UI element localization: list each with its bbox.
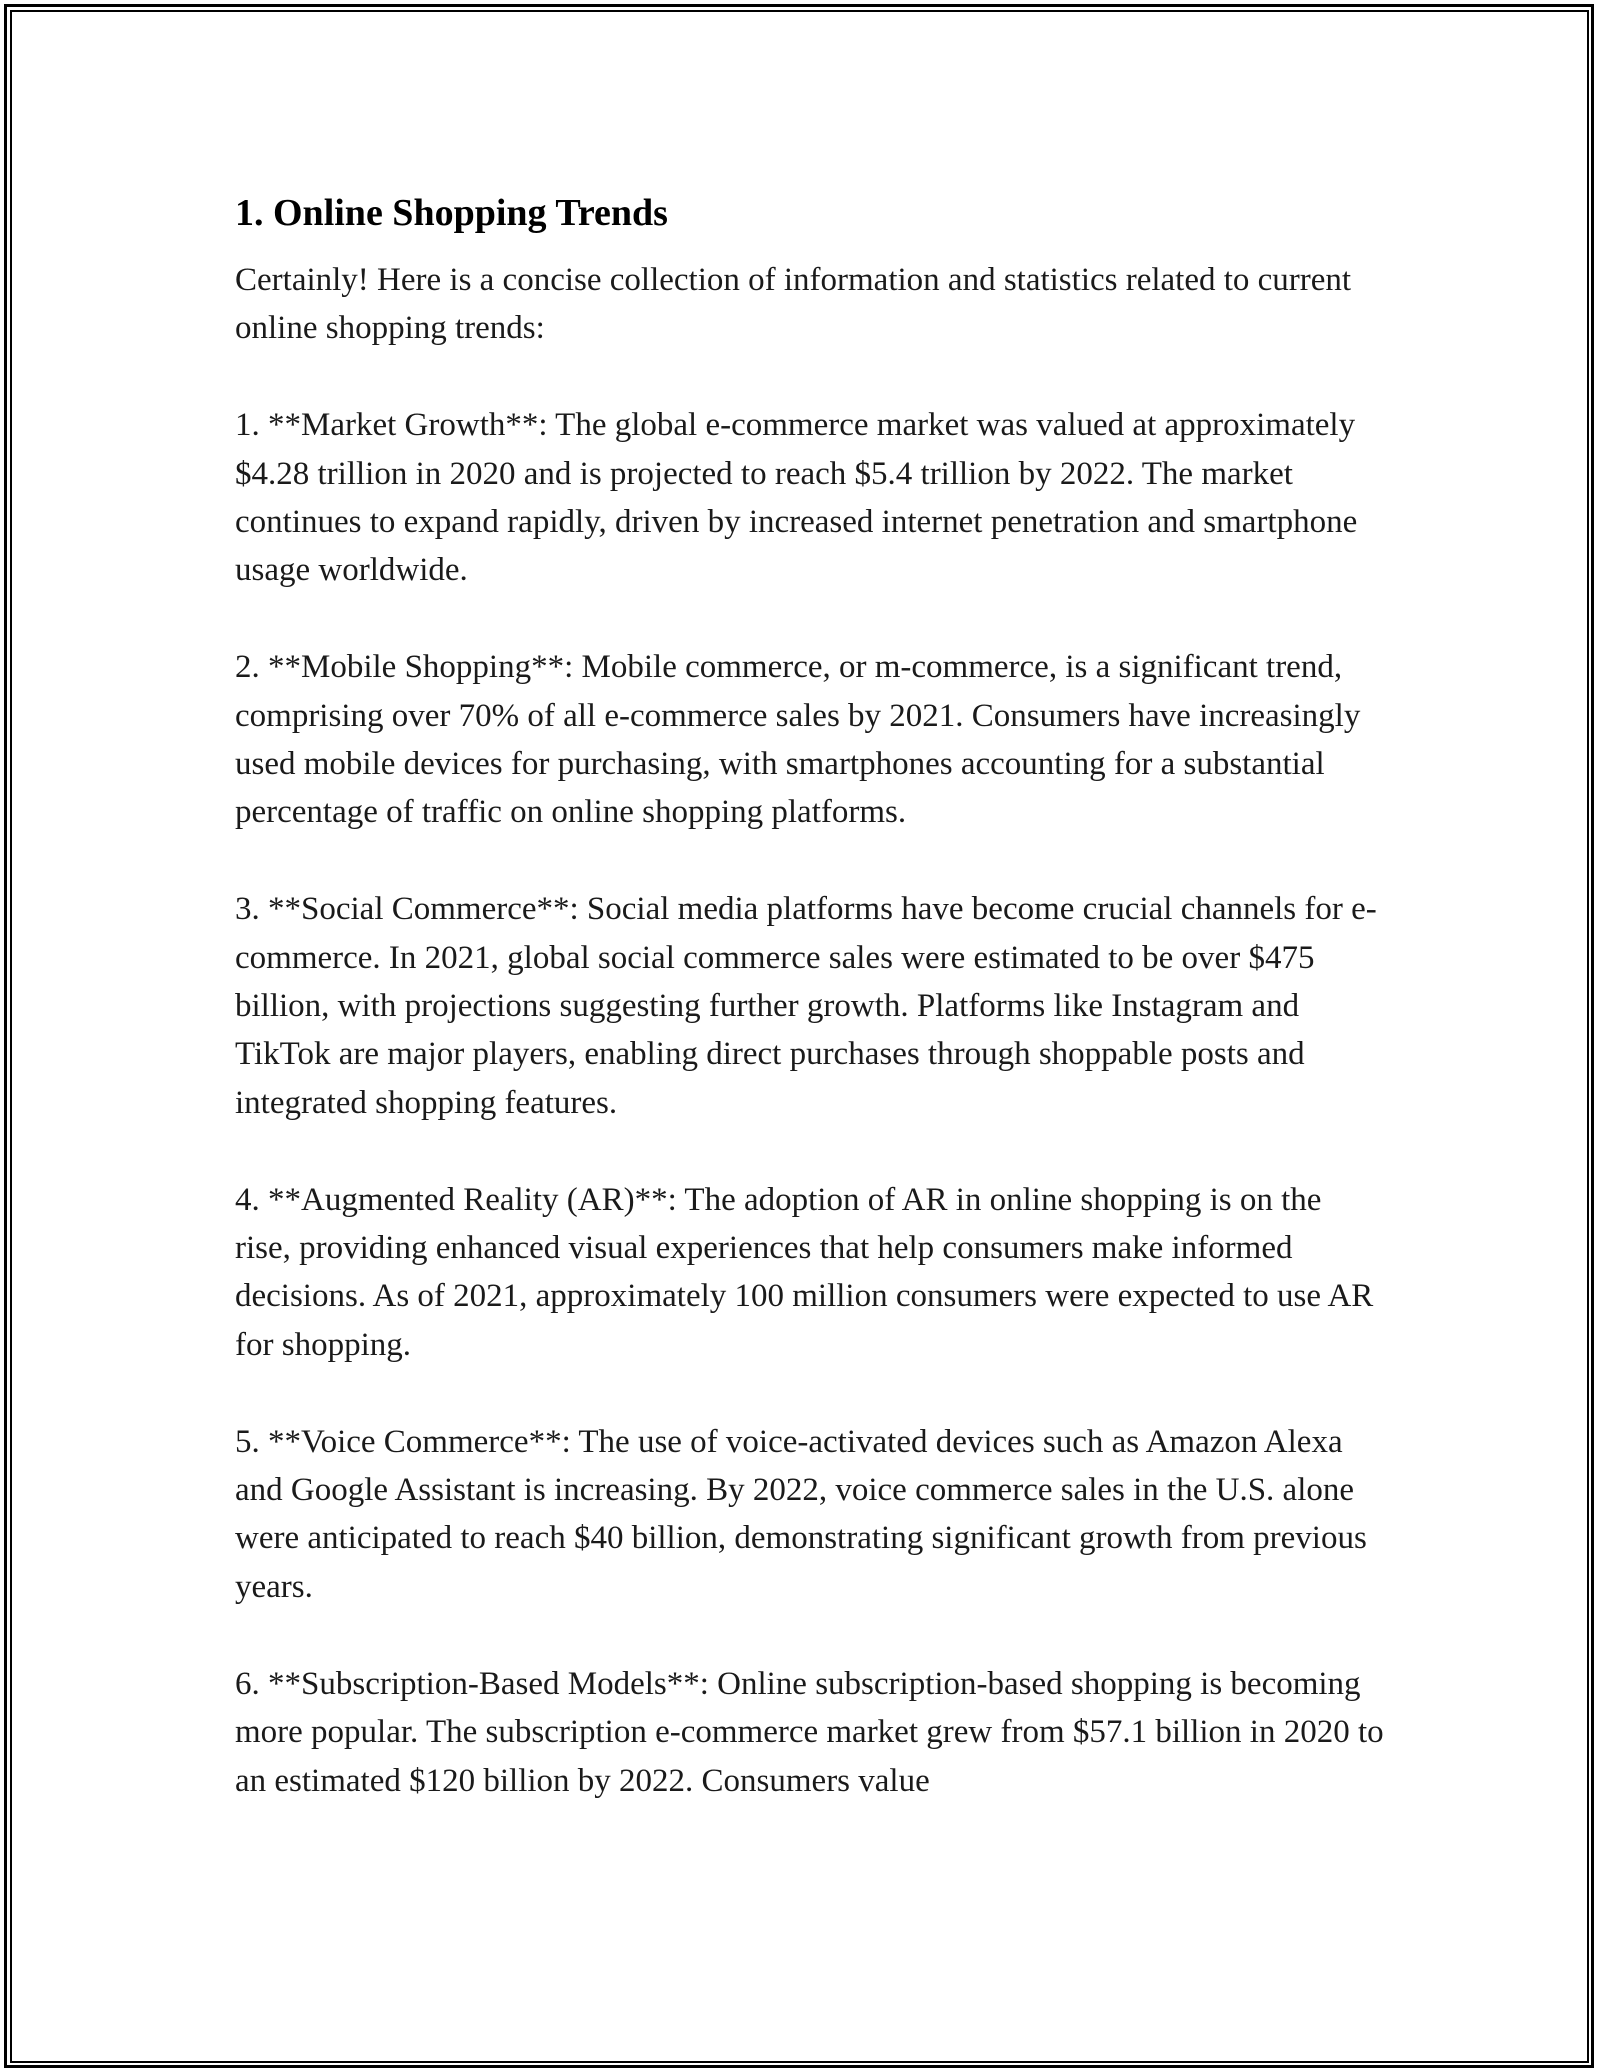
intro-paragraph: Certainly! Here is a concise collection of information and statistics related to current online shopping trends: <box>235 262 1352 347</box>
paragraph-subscription-models: 6. **Subscription-Based Models**: Online subscription-based shopping is becoming more popular. The subscription e-commerce market grew from $57.1 billion in 2020 to an estimated $120 billion by 2022. Consumers value <box>235 1665 1384 1799</box>
paragraph-voice-commerce: 5. **Voice Commerce**: The use of voice-activated devices such as Amazon Alexa and Google Assistant is increasing. By 2022, voice commerce sales in the U.S. alone were anticipated to reach $40 billion, demonstrating significant growth from previous years. <box>235 1423 1367 1605</box>
section-title: 1. Online Shopping Trends <box>235 192 668 234</box>
document-body <box>235 182 1385 1853</box>
paragraph-mobile-shopping: 2. **Mobile Shopping**: Mobile commerce, or m-commerce, is a significant trend, comprising over 70% of all e-commerce sales by 2021. Consumers have increasingly used mobile devices for purchasing, with smartphones accounting for a substantial percentage of traffic on online shopping platforms. <box>235 649 1361 831</box>
paragraph-social-commerce: 3. **Social Commerce**: Social media platforms have become crucial channels for e-commerce. In 2021, global social commerce sales were estimated to be over $475 billion, with projections suggesting further growth. Platforms like Instagram and TikTok are major players, enabling direct purchases through shoppable posts and integrated shopping features. <box>235 891 1377 1121</box>
paragraph-market-growth: 1. **Market Growth**: The global e-commerce market was valued at approximately $4.28 trillion in 2020 and is projected to reach $5.4 trillion by 2022. The market continues to expand rapidly, driven by increased internet penetration and smartphone usage worldwide. <box>235 407 1358 589</box>
paragraph-augmented-reality: 4. **Augmented Reality (AR)**: The adoption of AR in online shopping is on the rise, providing enhanced visual experiences that help consumers make informed decisions. As of 2021, approximately 100 million consumers were expected to use AR for shopping. <box>235 1181 1374 1363</box>
